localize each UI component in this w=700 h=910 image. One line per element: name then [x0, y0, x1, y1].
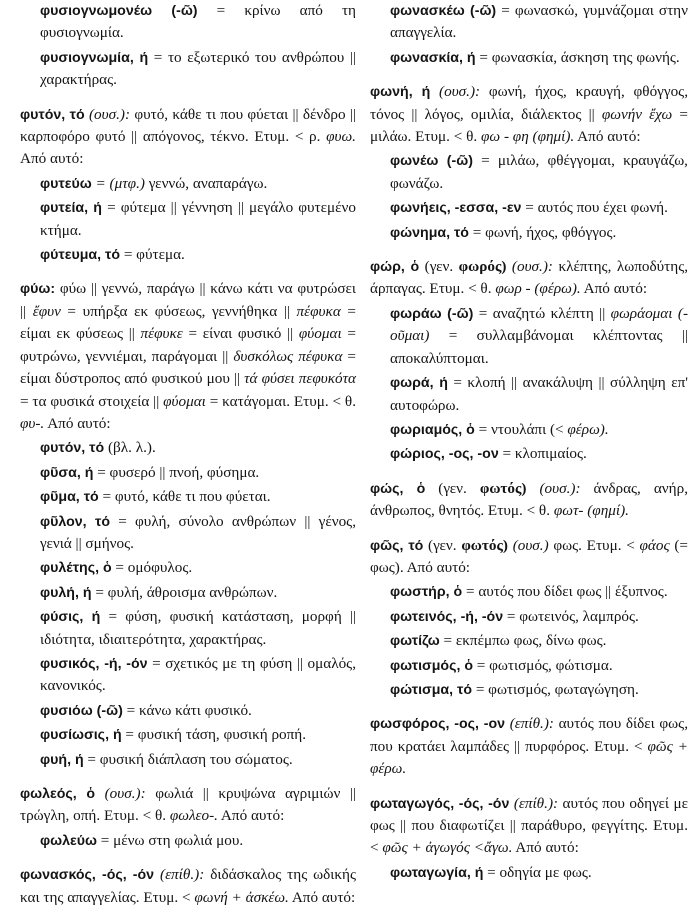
- entry-text: = (μτφ.): [91, 174, 145, 192]
- subheadword: φωταγωγία, ή: [390, 864, 484, 881]
- dictionary-subentry: [370, 581, 688, 603]
- entry-text: = είμαι δύστροπος από φυσικού μου ||: [20, 347, 356, 388]
- entry-text: = μιλάω, φθέγγομαι, κραυγάζω, φωνάζω.: [390, 152, 688, 192]
- entry-text: = ντουλάπι (<: [474, 420, 564, 438]
- dictionary-subentry: [20, 197, 356, 242]
- entry-text: (γεν.: [425, 479, 467, 497]
- entry-text: φωλεο-.: [166, 807, 218, 825]
- entry-text: φωνή + ἀσκέω.: [190, 888, 289, 906]
- entry-text: = συλλαμβάνομαι κλέπτοντας || αποκαλύπτομαι.: [390, 327, 688, 367]
- dictionary-subentry: [370, 443, 688, 465]
- subheadword: φωριαμός, ὁ: [390, 421, 475, 438]
- entry-text: = φύση, φυσική κατάσταση, μορφή || ιδιότητα, ιδιαιτερότητα, χαρακτήρας.: [40, 608, 356, 648]
- entry-text: φωρός): [453, 258, 507, 276]
- entry-text: φως. Ετυμ. <: [548, 536, 635, 554]
- subheadword: φυλέτης, ὁ: [40, 560, 112, 577]
- entry-text: φυτό, κάθε τι που φύεται || δένδρο || καρποφόρο φυτό || απόγονος, τέκνο. Ετυμ. < ρ.: [20, 105, 356, 146]
- entry-text: = φυσική διάπλαση του σώματος.: [83, 750, 293, 768]
- subheadword: φυή, ή: [40, 751, 84, 768]
- entry-text: = φυσερό || πνοή, φύσημα.: [93, 463, 260, 481]
- subheadword: φωνασκία, ή: [390, 49, 476, 66]
- dictionary-subentry: [20, 47, 356, 92]
- left-column: [20, 0, 356, 909]
- entry-text: = μένω στη φωλιά μου.: [97, 831, 244, 849]
- headword: φύω:: [20, 281, 56, 298]
- subheadword: φωνήεις, -εσσα, -εν: [390, 200, 522, 217]
- entry-text: = φυλή, σύνολο ανθρώπων || γένος, γενιά || σμήνος.: [40, 512, 356, 552]
- entry-text: (βλ. λ.).: [104, 439, 156, 457]
- entry-text: Από αυτό:: [512, 839, 579, 857]
- dictionary-entry: [20, 864, 356, 909]
- entry-text: (επίθ.):: [154, 866, 205, 884]
- entry-text: = εκπέμπω φως, δίνω φως.: [439, 632, 607, 650]
- entry-text: = φωτεινός, λαμπρός.: [503, 607, 639, 625]
- entry-text: (επίθ.):: [505, 715, 554, 733]
- entry-text: = φυτό, κάθε τι που φύεται.: [98, 488, 271, 506]
- right-column: [370, 0, 688, 884]
- subheadword: φῦμα, τό: [40, 489, 99, 506]
- dictionary-entry: [370, 478, 688, 523]
- dictionary-subentry: [20, 700, 356, 722]
- entry-text: (ουσ.): [507, 536, 549, 554]
- headword: φώς, ὁ: [370, 480, 426, 497]
- entry-text: (γεν.: [419, 258, 454, 276]
- dictionary-subentry: [370, 862, 688, 884]
- entry-text: = φωνασκώ, γυμνάζομαι στην απαγγελία.: [390, 2, 688, 42]
- entry-text: Από αυτό:: [217, 807, 285, 825]
- subheadword: φωτίζω: [390, 633, 440, 650]
- entry-text: (= φως). Από αυτό:: [370, 536, 688, 576]
- entry-text: = υπήρξα εκ φύσεως, γεννήθηκα ||: [60, 302, 290, 320]
- entry-text: Από αυτό:: [580, 280, 648, 298]
- dictionary-entry: [370, 713, 688, 780]
- dictionary-subentry: [20, 724, 356, 746]
- subheadword: φυλή, ή: [40, 584, 92, 601]
- subheadword: φυσιόω (-ῶ): [40, 702, 123, 719]
- entry-text: = αναζητώ κλέπτη ||: [473, 304, 606, 322]
- entry-text: διδάσκαλος της ωδικής και της απαγγελίας. Ετυμ. <: [20, 866, 357, 906]
- entry-text: (ουσ.):: [84, 105, 131, 123]
- subheadword: φῦσα, ή: [40, 464, 94, 481]
- dictionary-subentry: [20, 582, 356, 604]
- subheadword: φυσιογνωμία, ή: [40, 49, 149, 66]
- entry-text: = τα φυσικά στοιχεία ||: [20, 392, 160, 410]
- entry-text: φύομαι: [159, 392, 206, 410]
- entry-text: κλέπτης, λωποδύτης, άρπαγας. Ετυμ. < θ.: [370, 258, 689, 298]
- dictionary-subentry: [20, 606, 356, 651]
- subheadword: φύσις, ή: [40, 609, 101, 626]
- subheadword: φυτεύω: [40, 175, 92, 192]
- dictionary-subentry: [370, 419, 688, 441]
- dictionary-subentry: [20, 557, 356, 579]
- dictionary-subentry: [20, 173, 356, 195]
- entry-text: δυσκόλως πέφυκα: [228, 347, 343, 365]
- entry-text: = κατάγομαι. Ετυμ. < θ.: [205, 392, 356, 410]
- subheadword: φώτισμα, τό: [390, 681, 473, 698]
- entry-text: (γεν.: [423, 536, 457, 554]
- entry-text: = το εξωτερικό του ανθρώπου || χαρακτήρας.: [40, 48, 356, 89]
- dictionary-subentry: [20, 244, 356, 266]
- dictionary-subentry: [370, 630, 688, 652]
- entry-text: = κλοπή || ανακάλυψη || σύλληψη επ' αυτοφώρω.: [390, 374, 688, 414]
- headword: φυτόν, τό: [20, 106, 85, 123]
- entry-text: (ουσ.):: [526, 479, 581, 497]
- entry-text: = φύτεμα.: [120, 246, 185, 264]
- dictionary-entry: [370, 535, 688, 580]
- entry-text: Από αυτό:: [574, 128, 641, 146]
- entry-text: = φωτισμός, φωταγώγηση.: [472, 680, 639, 698]
- entry-text: φάος: [634, 536, 670, 554]
- subheadword: φυσιογνωμονέω (-ῶ): [40, 3, 198, 19]
- entry-text: = μιλάω. Ετυμ. < θ.: [370, 105, 688, 146]
- subheadword: φυτόν, τό: [40, 440, 105, 457]
- entry-text: φύω || γεννώ, παράγω || κάνω κάτι να φυτρώσει ||: [20, 280, 356, 320]
- entry-text: φω - φη (φημί).: [477, 128, 575, 146]
- headword: φῶς, τό: [370, 537, 424, 554]
- entry-text: = κρίνω από τη φυσιογνωμία.: [40, 2, 356, 42]
- entry-text: = κάνω κάτι φυσικό.: [122, 701, 252, 719]
- dictionary-subentry: [20, 653, 356, 698]
- dictionary-subentry: [20, 749, 356, 771]
- headword: φωνασκός, -ός, -όν: [20, 867, 155, 884]
- entry-text: φωνή, ήχος, κραυγή, φθόγγος, τόνος || λόγος, ομιλία, διάλεκτος ||: [370, 83, 688, 123]
- entry-text: φωλιά || κρυψώνα αγριμιών || τρώγλη, οπή. Ετυμ. < θ.: [20, 785, 356, 825]
- entry-text: φυ-.: [20, 414, 45, 432]
- dictionary-subentry: [370, 372, 688, 417]
- dictionary-subentry: [370, 606, 688, 628]
- entry-text: αυτός που δίδει φως, που κρατάει λαμπάδες || πυρφόρος. Ετυμ. <: [370, 715, 688, 755]
- headword: φωταγωγός, -ός, -όν: [370, 795, 510, 812]
- entry-text: = αυτός που δίδει φως || έξυπνος.: [462, 583, 668, 601]
- entry-text: = κλοπιμαίος.: [498, 445, 587, 463]
- entry-text: = είμαι εκ φύσεως ||: [20, 302, 356, 343]
- dictionary-subentry: [370, 197, 688, 219]
- subheadword: φωτεινός, -ή, -όν: [390, 608, 504, 625]
- dictionary-subentry: [370, 0, 688, 45]
- dictionary-entry: [370, 793, 688, 860]
- dictionary-subentry: [370, 679, 688, 701]
- entry-text: φωτός): [456, 536, 508, 554]
- entry-text: = φωνασκία, άσκηση της φωνής.: [475, 48, 680, 66]
- entry-text: = είναι φυσικό ||: [182, 325, 294, 343]
- subheadword: φώριος, -ος, -ον: [390, 446, 499, 463]
- entry-text: φυω.: [320, 128, 356, 146]
- headword: φωλεός, ὁ: [20, 786, 96, 802]
- entry-text: φῶς + φέρω.: [370, 737, 688, 778]
- subheadword: φωνέω (-ῶ): [390, 153, 473, 170]
- subheadword: φῦλον, τό: [40, 513, 110, 530]
- entry-text: = φωτισμός, φώτισμα.: [473, 656, 613, 674]
- dictionary-subentry: [20, 830, 356, 852]
- dictionary-subentry: [20, 437, 356, 459]
- headword: φωνή, ή: [370, 84, 431, 101]
- dictionary-entry: [370, 256, 688, 301]
- entry-text: πέφυκα: [289, 302, 341, 320]
- entry-text: φωτ- (φημί).: [550, 502, 629, 520]
- entry-text: φύομαι: [293, 325, 342, 343]
- entry-text: = φυλή, άθροισμα ανθρώπων.: [91, 583, 278, 601]
- dictionary-subentry: [370, 222, 688, 244]
- entry-text: φῶς + ἀγωγός <ἄγω.: [378, 839, 513, 857]
- entry-text: αυτός που οδηγεί με φως || που διαφωτίζει || παράθυρο, φεγγίτης. Ετυμ. <: [370, 794, 688, 857]
- dictionary-subentry: [370, 303, 688, 370]
- dictionary-subentry: [20, 486, 356, 508]
- subheadword: φωνασκέω (-ῶ): [390, 3, 497, 19]
- entry-text: = αυτός που έχει φωνή.: [521, 199, 668, 217]
- subheadword: φυσίωσις, ή: [40, 727, 122, 744]
- entry-text: Από αυτό:: [44, 414, 111, 432]
- entry-text: (ουσ.):: [430, 83, 481, 101]
- dictionary-entry: [20, 783, 356, 828]
- entry-text: Από αυτό:: [288, 888, 356, 906]
- entry-text: φωνήν ἔχω: [594, 105, 673, 123]
- entry-text: = ομόφυλος.: [111, 559, 193, 577]
- dictionary-entry: [370, 81, 688, 148]
- dictionary-subentry: [370, 150, 688, 195]
- entry-text: πέφυκε: [134, 325, 183, 343]
- subheadword: φυτεία, ή: [40, 200, 102, 217]
- dictionary-subentry: [370, 655, 688, 677]
- dictionary-subentry: [20, 0, 356, 45]
- entry-text: = φύτεμα || γέννηση || μεγάλο φυτεμένο κτήμα.: [40, 199, 356, 239]
- headword: φώρ, ὁ: [370, 259, 420, 276]
- entry-text: (ουσ.):: [506, 258, 553, 276]
- headword: φωσφόρος, -ος, -ον: [370, 716, 506, 733]
- subheadword: φυσικός, -ή, -όν: [40, 655, 148, 672]
- subheadword: φωστήρ, ὁ: [390, 584, 463, 601]
- entry-text: = φυτρώνω, γεννιέμαι, παράγομαι ||: [20, 325, 356, 365]
- subheadword: φωλεύω: [40, 832, 97, 849]
- subheadword: φώνημα, τό: [390, 224, 469, 241]
- entry-text: = οδηγία με φως.: [483, 863, 592, 881]
- dictionary-entry: [20, 104, 356, 171]
- entry-text: ἔφυν: [26, 302, 61, 320]
- entry-text: = σχετικός με τη φύση || ομαλός, κανονικός.: [40, 654, 356, 695]
- subheadword: φωράω (-ῶ): [390, 305, 474, 322]
- dictionary-subentry: [370, 47, 688, 69]
- dictionary-entry: [20, 278, 356, 435]
- entry-text: φωράομαι (-οῦμαι): [390, 304, 688, 345]
- subheadword: φωτισμός, ὁ: [390, 657, 473, 674]
- entry-text: Από αυτό:: [20, 150, 84, 168]
- subheadword: φωρά, ή: [390, 375, 448, 392]
- entry-text: = φυσική τάση, φυσική ροπή.: [121, 726, 307, 744]
- entry-text: φωρ - (φέρω).: [491, 280, 581, 298]
- entry-text: φέρω).: [563, 420, 609, 438]
- dictionary-subentry: [20, 462, 356, 484]
- entry-text: τά φύσει πεφυκότα: [240, 370, 356, 388]
- subheadword: φύτευμα, τό: [40, 247, 121, 264]
- entry-text: άνδρας, ανήρ, άνθρωπος, θνητός. Ετυμ. < θ.: [370, 479, 688, 520]
- entry-text: = φωνή, ήχος, φθόγγος.: [468, 223, 617, 241]
- entry-text: (ουσ.):: [95, 785, 146, 802]
- entry-text: (επίθ.):: [509, 794, 559, 812]
- dictionary-subentry: [20, 511, 356, 556]
- entry-text: φωτός): [466, 479, 527, 497]
- entry-text: γεννώ, αναπαράγω.: [144, 174, 268, 192]
